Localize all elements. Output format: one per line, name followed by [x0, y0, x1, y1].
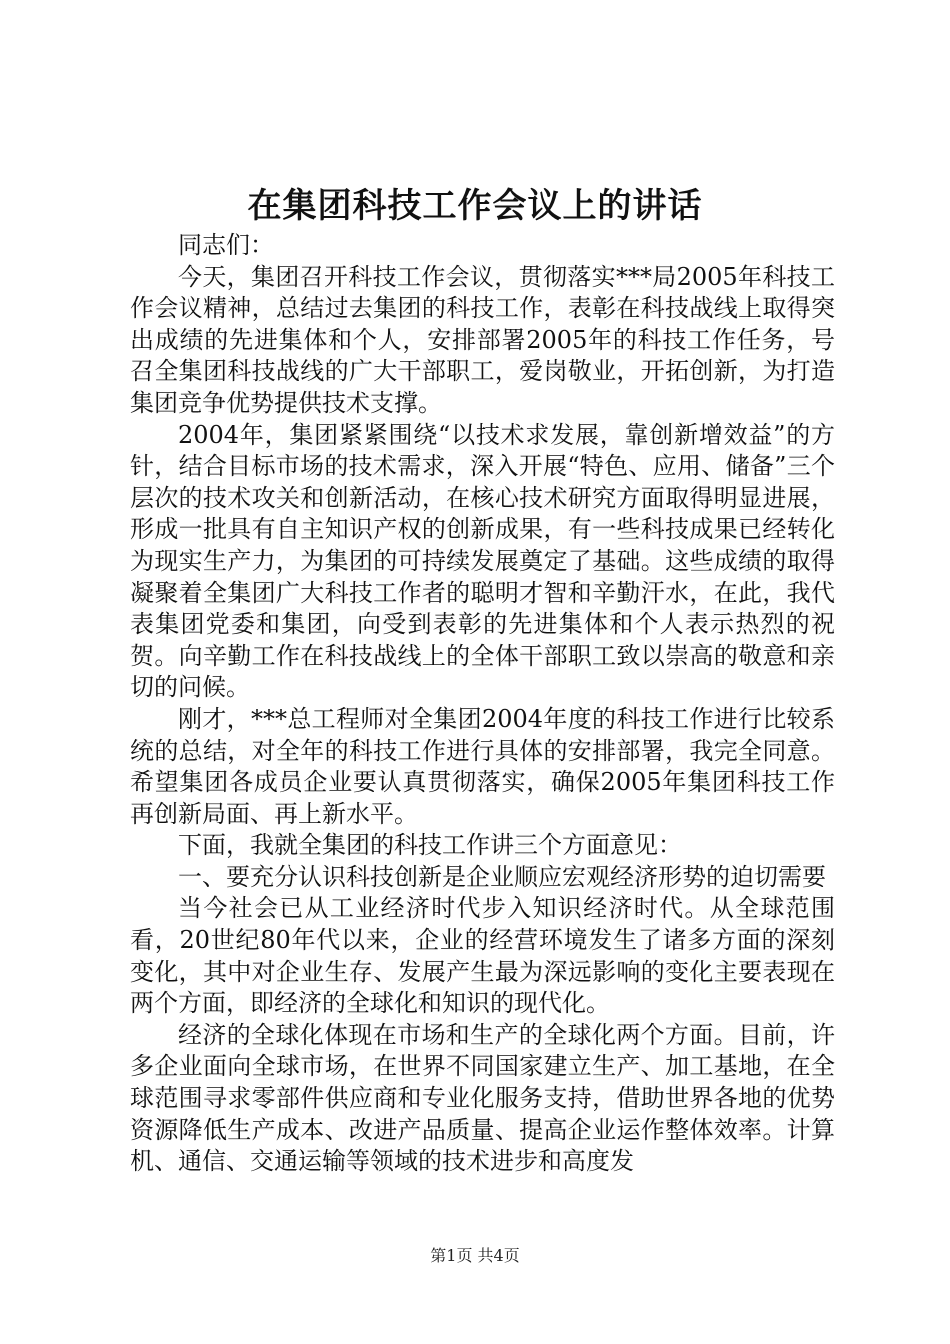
body-paragraph: 2004年，集团紧紧围绕“以技术求发展，靠创新增效益”的方针，结合目标市场的技术需求，深入开展“特色、应用、储备”三个层次的技术攻关和创新活动，在核心技术研究方面取得明显进展，形成一批具有自主知识产权的创新成果，有一些科技成果已经转化为现实生产力，为集团的可持续发展奠定了基础。这些成绩的取得凝聚着全集团广大科技工作者的聪明才智和辛勤汗水，在此，我代表集团党委和集团，向受到表彰的先进集体和个人表示热烈的祝贺。向辛勤工作在科技战线上的全体干部职工致以崇高的敬意和亲切的问候。 — [130, 420, 835, 702]
body-paragraph: 刚才，***总工程师对全集团2004年度的科技工作进行比较系统的总结，对全年的科技工作进行具体的安排部署，我完全同意。希望集团各成员企业要认真贯彻落实，确保2005年集团科技工作再创新局面、再上新水平。 — [130, 704, 835, 828]
document-body — [130, 230, 835, 1178]
body-paragraph: 下面，我就全集团的科技工作讲三个方面意见： — [178, 831, 682, 860]
section-heading: 一、要充分认识科技创新是企业顺应宏观经济形势的迫切需要 — [178, 862, 826, 891]
body-paragraph: 当今社会已从工业经济时代步入知识经济时代。从全球范围看，20世纪80年代以来，企业的经营环境发生了诸多方面的深刻变化，其中对企业生存、发展产生最为深远影响的变化主要表现在两个方面，即经济的全球化和知识的现代化。 — [130, 894, 835, 1018]
page-number-footer: 第1页 共4页 — [430, 1246, 520, 1265]
salutation-paragraph: 同志们： — [178, 231, 274, 259]
body-paragraph: 今天，集团召开科技工作会议，贯彻落实***局2005年科技工作会议精神，总结过去集团的科技工作，表彰在科技战线上取得突出成绩的先进集体和个人，安排部署2005年的科技工作任务，号召全集团科技战线的广大干部职工，爱岗敬业，开拓创新，为打造集团竞争优势提供技术支撑。 — [130, 262, 835, 417]
body-paragraph: 经济的全球化体现在市场和生产的全球化两个方面。目前，许多企业面向全球市场，在世界不同国家建立生产、加工基地，在全球范围寻求零部件供应商和专业化服务支持，借助世界各地的优势资源降低生产成本、改进产品质量、提高企业运作整体效率。计算机、通信、交通运输等领域的技术进步和高度发 — [130, 1020, 835, 1176]
document-title: 在集团科技工作会议上的讲话 — [247, 186, 703, 226]
